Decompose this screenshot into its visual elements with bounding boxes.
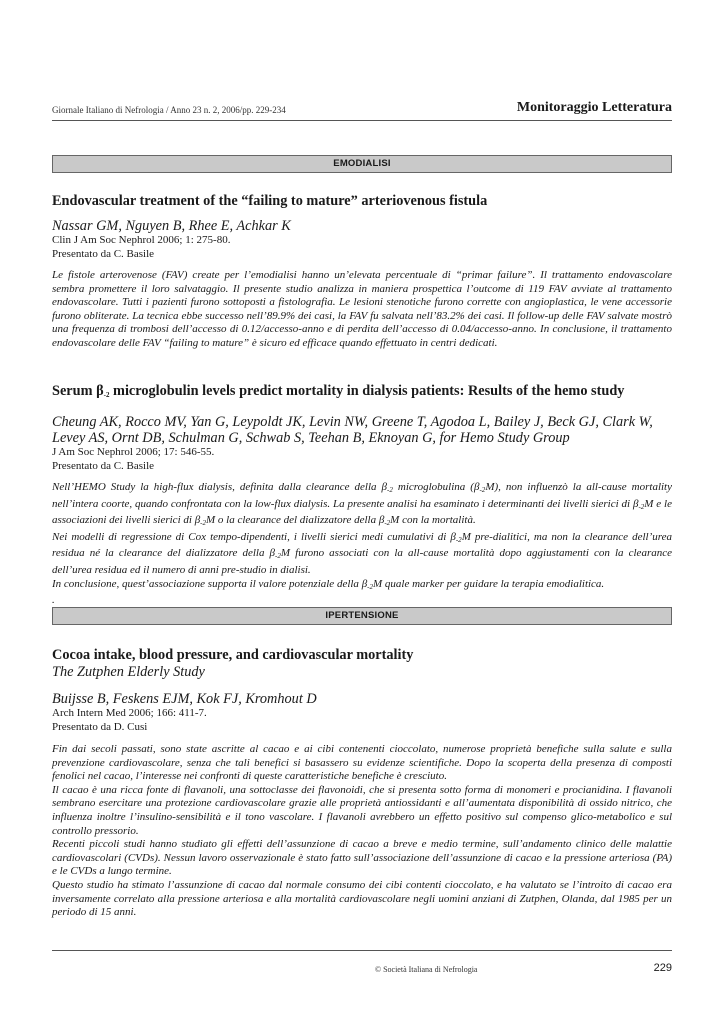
beta-symbol: β: [269, 547, 276, 560]
trailing-mark: .: [52, 594, 55, 607]
article-subtitle: The Zutphen Elderly Study: [52, 664, 205, 680]
article-2: [52, 383, 672, 608]
section-bar-ipertensione: IPERTENSIONE: [52, 607, 672, 625]
article-presenter: Presentato da C. Basile: [52, 247, 155, 260]
article-authors: Buijsse B, Feskens EJM, Kok FJ, Kromhout D: [52, 691, 317, 707]
text: microglobulina (: [392, 481, 474, 493]
abstract-paragraph: Recenti piccoli studi hanno studiato gli effetti dell’assunzione di cacao a breve e medio termine, sull’andamento clinico delle malattie cardiovascolari (CVDs). Nessun lavoro osservazionale è stato fatto sull’associazione dell’assunzione di cacao e la pressione arteriosa (PA) e le CVDs a lungo termine.: [52, 838, 672, 878]
article-citation: J Am Soc Nephrol 2006; 17: 546-55.: [52, 446, 215, 458]
article-1: [52, 193, 672, 351]
subscript: -2: [479, 486, 486, 494]
text: Nei modelli di regressione di Cox tempo-dipendenti, i livelli sierici medi cumulativi di: [52, 530, 451, 543]
page-header: [52, 97, 672, 121]
beta-symbol: β: [378, 514, 385, 527]
article-abstract: [52, 481, 672, 608]
subscript: -2: [638, 502, 645, 511]
subscript: -2: [367, 582, 374, 591]
abstract-paragraph: Le fistole arterovenose (FAV) create per l’emodialisi hanno un’elevata percentuale di “primar failure”. Il trattamento endovascolare sembra promettere il loro salvataggio. Il presente studio analizza in maniera prospettica l’outcome di 119 FAV avviate al trattamento endovascolare. Tutti i pazienti furono sottoposti a fistolografia. Le lesioni stenotiche furono corrette con angioplastica, le vene accessorie furono obliterate. La tecnica ebbe successo nell’89.9% dei casi, la FAV fu salvata nell’83.2% dei casi. Il follow-up delle FAV salvate mostrò una frequenza di trombosi dell’accesso di 0.12/accesso-anno e di perdita dell’accesso di 0.04/accesso-anno. In conclusione, il trattamento endovascolare delle FAV “failing to mature” è sicuro ed efficace quando effettuato in centri dedicati.: [52, 269, 672, 349]
beta-symbol: β: [473, 481, 480, 493]
text: M), non influenzò la all-cause mortality nell’intera coorte, quando confrontata con la low-flux dialysis. La presente analisi ha esaminato i determinanti dei livelli sierici di: [52, 481, 672, 510]
page-number: 229: [653, 962, 672, 974]
article-3: [52, 647, 672, 920]
article-authors: Nassar GM, Nguyen B, Rhee E, Achkar K: [52, 218, 291, 234]
text: M pre-dialitici, ma non la clearance dell’urea residua né la clearance del dializzatore della: [52, 530, 672, 560]
text: M con la mortalità.: [390, 514, 476, 527]
subscript: -2: [103, 391, 110, 399]
article-citation: Clin J Am Soc Nephrol 2006; 1: 275-80.: [52, 234, 231, 246]
abstract-paragraph: Il cacao è una ricca fonte di flavanoli, una sottoclasse dei flavonoidi, che si presenta sotto forma di monomeri e procianidina. I flavanoli sembrano esercitare una protezione cardiovascolare grazie alle proprietà antiossidanti e all’aumentata disponibilità di ossido nitrico, che influenza inoltre l’insulino-sensibilità e il tono vascolare. I flavanoli avrebbero un effetto positivo sul compenso glico-metabolico e sul controllo pressorio.: [52, 783, 672, 837]
text: In conclusione, quest’associazione supporta il valore potenziale della: [52, 577, 362, 590]
article-title: Cocoa intake, blood pressure, and cardiovascular mortality: [52, 647, 414, 663]
subscript: -2: [387, 486, 393, 494]
journal-citation: Giornale Italiano di Nefrologia / Anno 23 n. 2, 2006/pp. 229-234: [52, 105, 286, 115]
beta-symbol: β: [450, 530, 456, 543]
subscript: -2: [455, 535, 462, 544]
copyright: © Società Italiana di Nefrologia: [375, 965, 478, 974]
title-text: microglobulin levels predict mortality in dialysis patients: Results of the hemo study: [109, 383, 625, 399]
abstract-paragraph: Fin dai secoli passati, sono state ascritte al cacao e ai cibi contenenti cioccolato, numerose proprietà benefiche sulla salute e sulla prevenzione cardiovascolare, senza che tali benefici si basassero su evidenze scientifiche. Dopo la scoperta della presenza di composti fenolici nel cacao, l’interesse nei confronti di queste caratteristiche benefiche è cresciuto.: [52, 743, 672, 783]
article-citation: Arch Intern Med 2006; 166: 411-7.: [52, 707, 207, 719]
article-authors: Cheung AK, Rocco MV, Yan G, Leypoldt JK, Levin NW, Greene T, Agodoa L, Bailey J, Beck GJ, Clark W, Levey AS, Ornt DB, Schulman G, Schwab S, Teehan B, Eknoyan G, for Hemo Study Group: [52, 414, 653, 446]
section-title: Monitoraggio Letteratura: [516, 100, 672, 115]
text: M furono associati con la all-cause mortalità dopo aggiustamenti con la clearance dell’urea residua ed il numero di anni pre-studio in dialisi.: [52, 547, 672, 576]
subscript: -2: [200, 519, 207, 528]
text: M e le associazioni dei livelli sierici di: [52, 497, 672, 527]
beta-symbol: β: [194, 514, 201, 527]
abstract-paragraph: Questo studio ha stimato l’assunzione di cacao dal normale consumo dei cibi contenti cioccolato, e ha valutato se l’introito di cacao era inversamente correlato alla pressione arteriosa e alla mortalità cardiovascolare negli uomini anziani di Zutphen, Olanda, dal 1985 per un periodo di 15 anni.: [52, 878, 672, 919]
article-presenter: Presentato da D. Cusi: [52, 720, 148, 733]
header-divider: [52, 120, 672, 121]
beta-symbol: β: [632, 497, 639, 510]
text: Nell’HEMO Study la high-flux dialysis, definita dalla clearance della: [52, 481, 382, 493]
article-abstract: [52, 269, 672, 351]
abstract-paragraph: [52, 578, 672, 595]
footer-divider: [52, 950, 672, 951]
article-title: [52, 383, 672, 404]
article-presenter: Presentato da C. Basile: [52, 459, 155, 472]
subscript: -2: [275, 552, 281, 561]
article-title: Endovascular treatment of the “failing to mature” arteriovenous fistula: [52, 193, 488, 209]
section-bar-emodialisi: EMODIALISI: [52, 155, 672, 173]
title-text: Serum β: [52, 383, 104, 399]
abstract-paragraph: [52, 531, 672, 578]
text: M quale marker per guidare la terapia emodialitica.: [373, 577, 605, 590]
text: M o la clearance del dializzatore della: [206, 514, 379, 527]
abstract-paragraph: [52, 481, 672, 531]
beta-symbol: β: [381, 481, 388, 493]
subscript: -2: [384, 519, 391, 528]
article-abstract: [52, 743, 672, 920]
beta-symbol: β: [361, 577, 368, 590]
